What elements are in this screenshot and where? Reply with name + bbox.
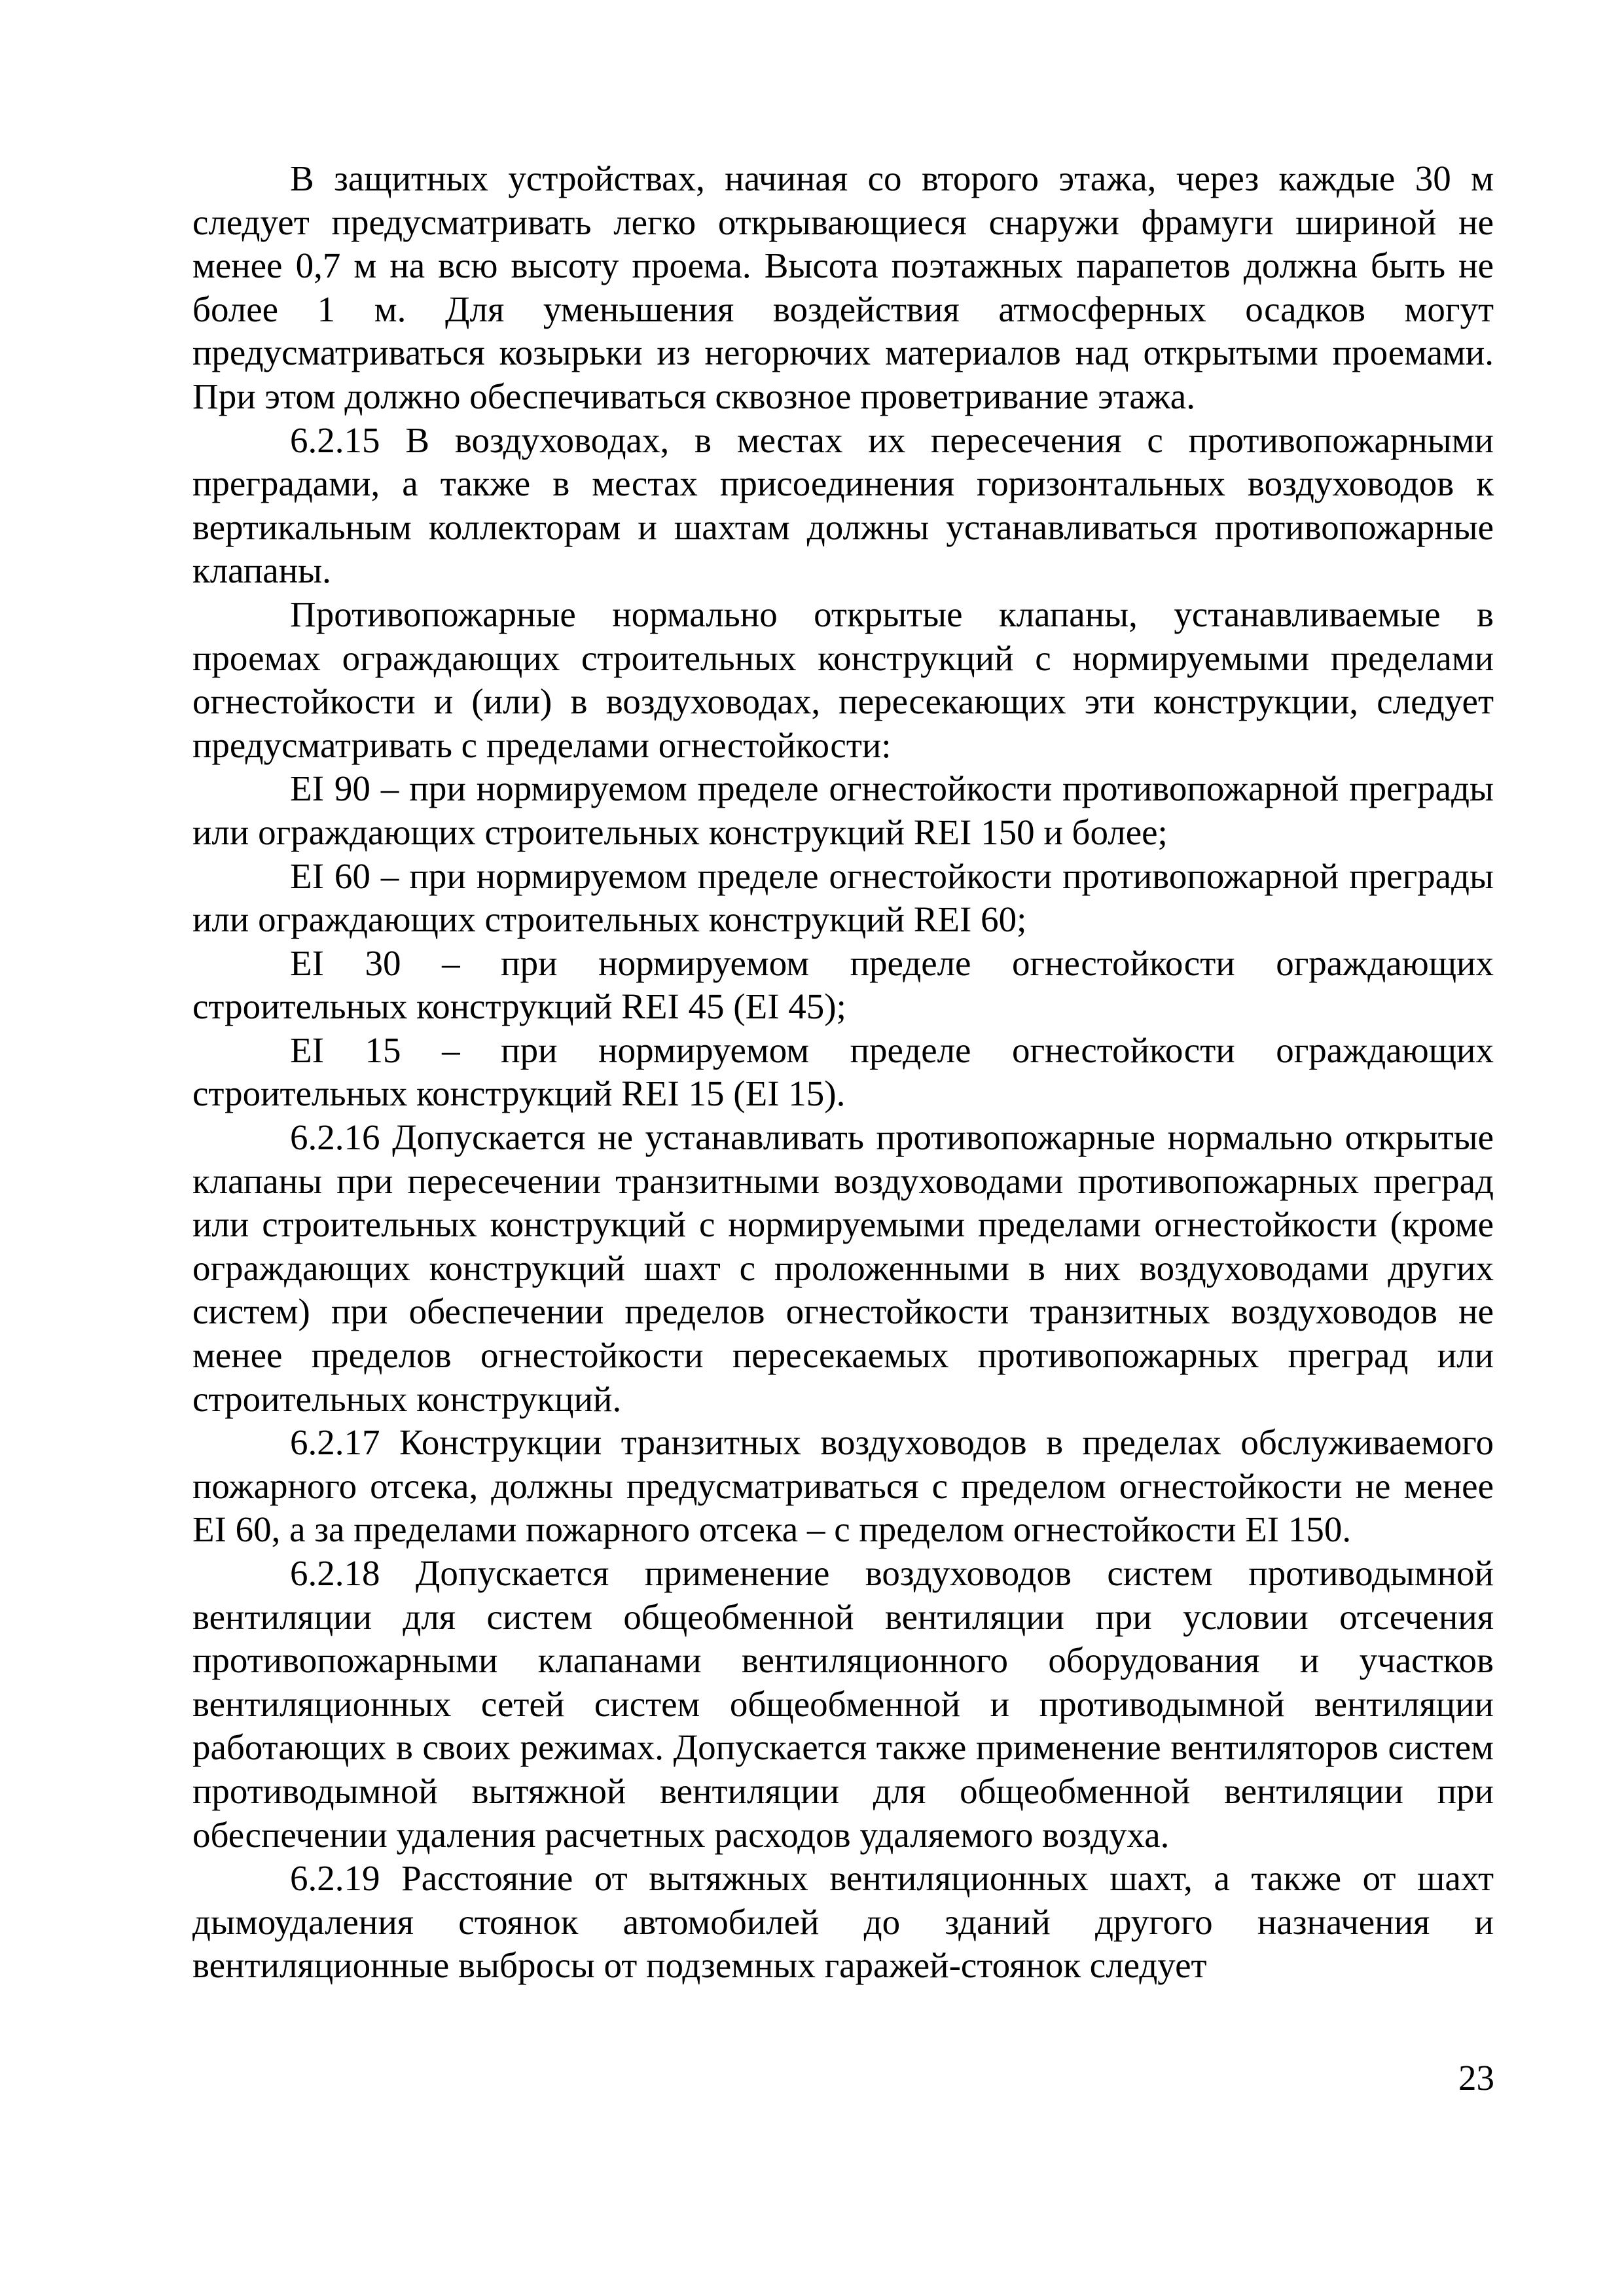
page-number: 23 [1458, 2058, 1494, 2098]
document-body [192, 157, 1494, 1988]
list-item-ei-30: EI 30 – при нормируемом пределе огнестойкости ограждающих строительных конструкций REI 45 (EI 45); [192, 942, 1494, 1027]
list-item-ei-15: EI 15 – при нормируемом пределе огнестойкости ограждающих строительных конструкций REI 15 (EI 15). [192, 1030, 1494, 1114]
paragraph-6-2-19: 6.2.19 Расстояние от вытяжных вентиляционных шахт, а также от шахт дымоудаления стоянок автомобилей до зданий другого назначения и вентиляционные выбросы от подземных гаражей-стоянок следует [192, 1858, 1494, 1986]
paragraph-6-2-16: 6.2.16 Допускается не устанавливать противопожарные нормально открытые клапаны при пересечении транзитными воздуховодами противопожарных преград или строительных конструкций с нормируемыми пределами огнестойкости (кроме ограждающих конструкций шахт с проложенными в них воздуховодами других систем) при обеспечении пределов огнестойкости транзитных воздуховодов не менее пределов огнестойкости пересекаемых противопожарных преград или строительных конструкций. [192, 1117, 1494, 1419]
paragraph-6-2-17: 6.2.17 Конструкции транзитных воздуховодов в пределах обслуживаемого пожарного отсека, должны предусматриваться с пределом огнестойкости не менее EI 60, а за пределами пожарного отсека – с пределом огнестойкости EI 150. [192, 1422, 1494, 1550]
paragraph-ventilation-openings: В защитных устройствах, начиная со второго этажа, через каждые 30 м следует предусматривать легко открывающиеся снаружи фрамуги шириной не менее 0,7 м на всю высоту проема. Высота поэтажных парапетов должна быть не более 1 м. Для уменьшения воздействия атмосферных осадков могут предусматриваться козырьки из негорючих материалов над открытыми проемами. При этом должно обеспечиваться сквозное проветривание этажа. [192, 158, 1494, 416]
paragraph-fire-valves-limits: Противопожарные нормально открытые клапаны, устанавливаемые в проемах ограждающих строительных конструкций с нормируемыми пределами огнестойкости и (или) в воздуховодах, пересекающих эти конструкции, следует предусматривать с пределами огнестойкости: [192, 594, 1494, 765]
paragraph-6-2-15: 6.2.15 В воздуховодах, в местах их пересечения с противопожарными преградами, а также в местах присоединения горизонтальных воздуховодов к вертикальным коллекторам и шахтам должны устанавливаться противопожарные клапаны. [192, 420, 1494, 591]
paragraph-6-2-18: 6.2.18 Допускается применение воздуховодов систем противодымной вентиляции для систем общеобменной вентиляции при условии отсечения противопожарными клапанами вентиляционного оборудования и участков вентиляционных сетей систем общеобменной и противодымной вентиляции работающих в своих режимах. Допускается также применение вентиляторов систем противодымной вытяжной вентиляции для общеобменной вентиляции при обеспечении удаления расчетных расходов удаляемого воздуха. [192, 1553, 1494, 1855]
list-item-ei-90: EI 90 – при нормируемом пределе огнестойкости противопожарной преграды или ограждающих строительных конструкций REI 150 и более; [192, 768, 1494, 852]
list-item-ei-60: EI 60 – при нормируемом пределе огнестойкости противопожарной преграды или ограждающих строительных конструкций REI 60; [192, 855, 1494, 940]
